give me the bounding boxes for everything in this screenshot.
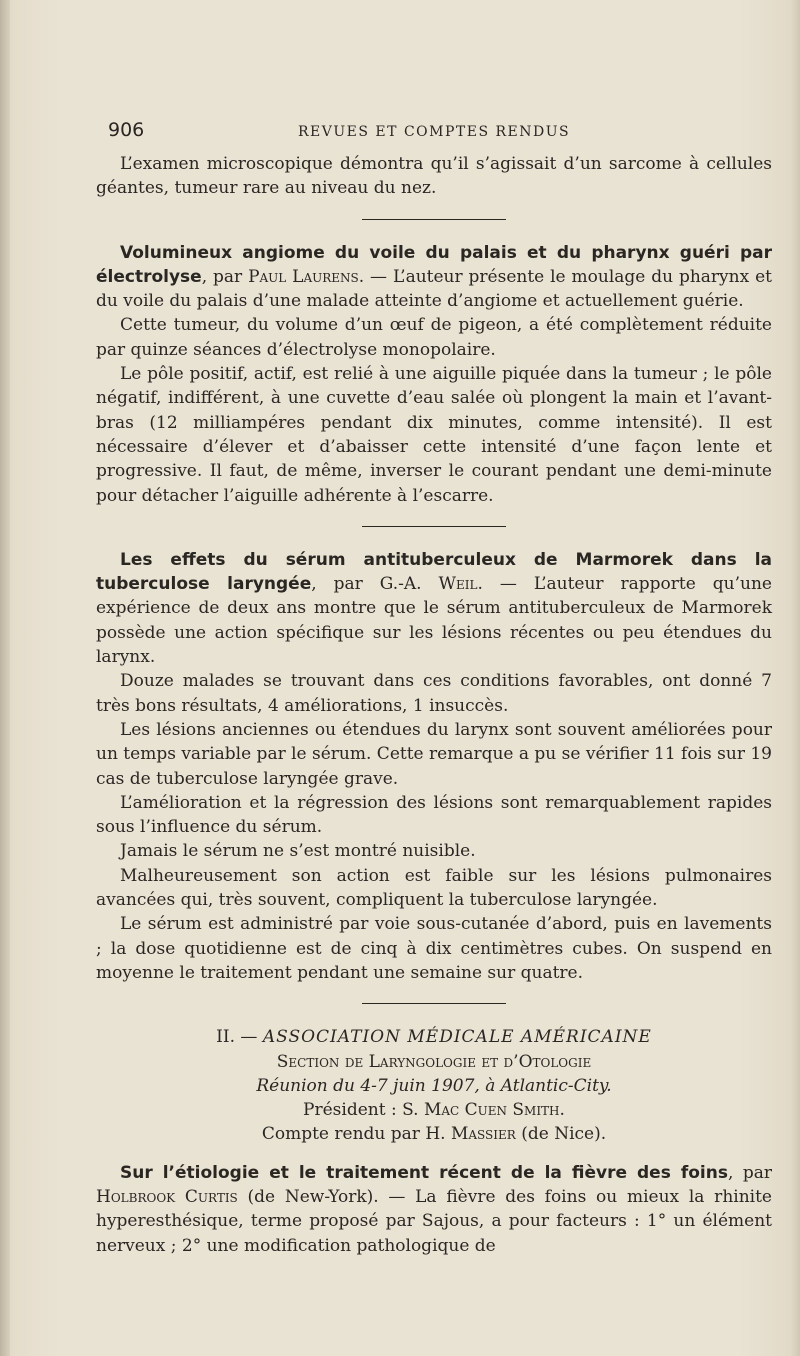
- page-gutter-shadow: [0, 0, 10, 1356]
- article-title: Volumineux angiome du voile du palais et du pharynx guéri par électrolyse: [96, 242, 772, 287]
- article-fievre-intro: Sur l’étiologie et le traitement récent de la fièvre des foins, par Holbrook Curtis (de New-York). — La fièvre des foins ou mieux la rhinite hyperesthésique, terme proposé par Sajous, a pour facteurs : 1° un élément nerveux ; 2° une modification pathologique de: [96, 1162, 772, 1256]
- article-title: Sur l’étiologie et le traitement récent de la fièvre des foins: [120, 1162, 728, 1183]
- article-marmorek-intro: Les effets du sérum antituberculeux de Marmorek dans la tuberculose laryngée, par G.-A. Weil. — L’auteur rapporte qu’une expérience de deux ans montre que le sérum antituberculeux de Marmorek possède une action spécifique sur les lésions récentes ou peu étendues du larynx.: [96, 549, 772, 668]
- report-author: H. Massier: [425, 1124, 516, 1145]
- article-paragraph: Jamais le sérum ne s’est montré nuisible.: [120, 841, 476, 862]
- article-paragraph: Les lésions anciennes ou étendues du larynx sont souvent améliorées pour un temps variable par le sérum. Cette remarque a pu se vérifier 11 fois sur 19 cas de tuberculose laryngée grave.: [96, 719, 772, 789]
- report-line: Compte rendu par H. Massier (de Nice).: [261, 1124, 607, 1145]
- article-paragraph: Le pôle positif, actif, est relié à une aiguille piquée dans la tumeur ; le pôle négatif, indifférent, à une cuvette d’eau salée où plongent la main et l’avant-bras (12 milliampéres pendant dix minutes, comme intensité). Il est nécessaire d’élever et d’abaisser cette intensité d’une façon lente et progressive. Il faut, de même, inverser le courant pendant une demi-minute pour détacher l’aiguille adhérente à l’escarre.: [96, 364, 772, 506]
- article-paragraph: L’amélioration et la régression des lésions sont remarquablement rapides sous l’influence du sérum.: [96, 792, 772, 838]
- article-title: Les effets du sérum antituberculeux de Marmorek dans la tuberculose laryngée: [96, 549, 772, 595]
- president-name: S. Mac Cuen Smith.: [402, 1100, 565, 1121]
- meeting-info: Réunion du 4-7 juin 1907, à Atlantic-City.: [256, 1075, 612, 1096]
- article-paragraph: Douze malades se trouvant dans ces conditions favorables, ont donné 7 très bons résultats, 4 améliorations, 1 insuccès.: [96, 671, 772, 716]
- section-title-line: II. — ASSOCIATION MÉDICALE AMÉRICAINE: [216, 1027, 652, 1048]
- association-title: ASSOCIATION MÉDICALE AMÉRICAINE: [262, 1027, 652, 1048]
- article-author: Holbrook Curtis: [96, 1186, 238, 1207]
- paragraph-sarcome: L’examen microscopique démontra qu’il s’agissait d’un sarcome à cellules géantes, tumeur rare au niveau du nez.: [96, 154, 772, 199]
- page-content: [96, 118, 772, 1258]
- section-heading: [96, 1025, 772, 1146]
- section-subtitle: Section de Laryngologie et d’Otologie: [276, 1051, 592, 1072]
- article-author: Paul Laurens: [248, 266, 359, 287]
- running-head: [96, 118, 772, 146]
- article-angiome-intro: Volumineux angiome du voile du palais et du pharynx guéri par électrolyse, par Paul Laurens. — L’auteur présente le moulage du pharynx et du voile du palais d’une malade atteinte d’angiome et actuellement guérie.: [96, 242, 772, 312]
- running-head-title: REVUES ET COMPTES RENDUS: [298, 124, 571, 140]
- page-number: 906: [108, 119, 145, 141]
- president-line: Président : S. Mac Cuen Smith.: [303, 1100, 565, 1121]
- article-paragraph: Cette tumeur, du volume d’un œuf de pigeon, a été complètement réduite par quinze séances d’électrolyse monopolaire.: [96, 315, 772, 360]
- article-paragraph: Le sérum est administré par voie sous-cutanée d’abord, puis en lavements ; la dose quotidienne est de cinq à dix centimètres cubes. On suspend en moyenne le traitement pendant une semaine sur quatre.: [96, 914, 772, 983]
- article-paragraph: Malheureusement son action est faible sur les lésions pulmonaires avancées qui, très souvent, compliquent la tuberculose laryngée.: [96, 865, 772, 911]
- article-author: G.-A. Weil: [379, 574, 478, 595]
